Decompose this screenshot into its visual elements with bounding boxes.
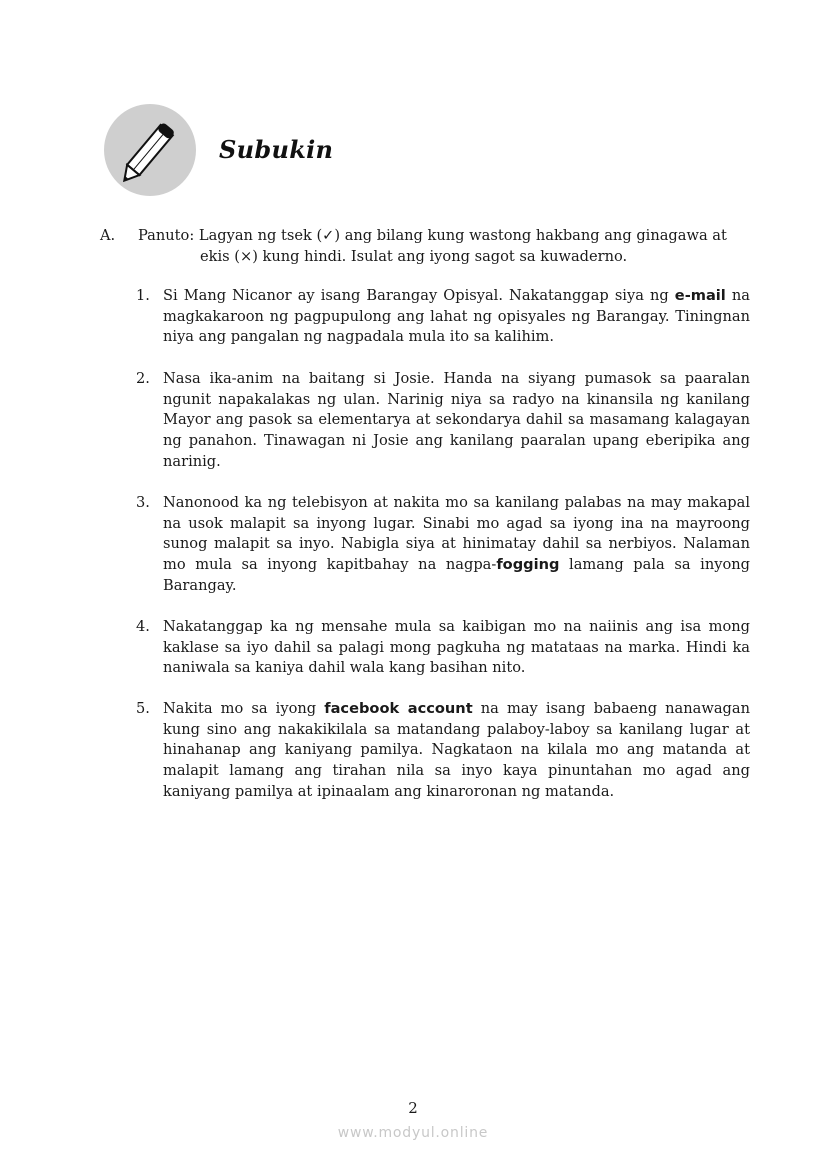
item-text: Nanonood ka ng telebisyon at nakita mo sa kanilang palabas na may makapal na usok malapit sa inyong lugar. Sinabi mo agad sa iyong ina na mayroong sunog malapit sa inyo. Nabigla siya at hinimatay dahil sa nerbiyos. Nalaman mo mula sa inyong kapitbahay na nagpa-fogging lamang pala sa inyong Barangay. bbox=[163, 494, 750, 594]
list-item bbox=[136, 286, 750, 348]
pencil-icon bbox=[104, 104, 196, 196]
section-title: Subukin bbox=[219, 135, 334, 164]
page-number: 2 bbox=[408, 1099, 418, 1117]
item-number: 3. bbox=[136, 494, 150, 511]
item-text: Nakita mo sa iyong facebook account na may isang babaeng nanawagan kung sino ang nakakikilala sa matandang palaboy-laboy sa kanilang lugar at hinahanap ang kaniyang pamilya. Nagkataon na kilala mo ang matanda at malapit lamang ang tirahan nila sa inyo kaya pinuntahan mo agad ang kaniyang pamilya at ipinaalam ang kinaroronan ng matanda. bbox=[163, 700, 750, 800]
item-text: Nakatanggap ka ng mensahe mula sa kaibigan mo na naiinis ang isa mong kaklase sa iyo dahil sa palagi mong pagkuha ng matataas na marka. Hindi ka naniwala sa kaniya dahil wala kang basihan nito. bbox=[163, 618, 750, 677]
footer-watermark: www.modyul.online bbox=[337, 1125, 489, 1141]
instructions-line-2: ekis (×) kung hindi. Isulat ang iyong sagot sa kuwaderno. bbox=[200, 247, 628, 265]
pencil-icon-badge bbox=[104, 104, 196, 196]
list-item bbox=[136, 369, 750, 473]
list-item bbox=[136, 699, 750, 803]
item-text: Si Mang Nicanor ay isang Barangay Opisyal. Nakatanggap siya ng e-mail na magkakaroon ng pagpupulong ang lahat ng opisyales ng Barangay. Tiningnan niya ang pangalan ng nagpadala mula ito sa kalihim. bbox=[163, 287, 750, 346]
list-item bbox=[136, 617, 750, 679]
instructions-letter: A. bbox=[100, 227, 116, 244]
item-bold-term: fogging bbox=[496, 556, 560, 574]
instructions-line-1: Lagyan ng tsek (✓) ang bilang kung wastong hakbang ang ginagawa at bbox=[198, 227, 727, 244]
list-item bbox=[136, 493, 750, 597]
item-number: 2. bbox=[136, 370, 150, 387]
instructions-label: Panuto: bbox=[138, 227, 195, 244]
item-bold-term: e-mail bbox=[674, 287, 726, 304]
item-text: Nasa ika-anim na baitang si Josie. Handa na siyang pumasok sa paaralan ngunit napakalakas ng ulan. Narinig niya sa radyo na kinansila ng kanilang Mayor ang pasok sa elementarya at sekondarya dahil sa masamang kalagayan ng panahon. Tinawagan ni Josie ang kanilang paaralan upang eberipika ang narinig. bbox=[163, 370, 750, 470]
item-number: 5. bbox=[136, 700, 150, 717]
item-number: 4. bbox=[136, 618, 150, 635]
item-bold-term: facebook account bbox=[324, 700, 473, 717]
item-number: 1. bbox=[136, 287, 150, 304]
